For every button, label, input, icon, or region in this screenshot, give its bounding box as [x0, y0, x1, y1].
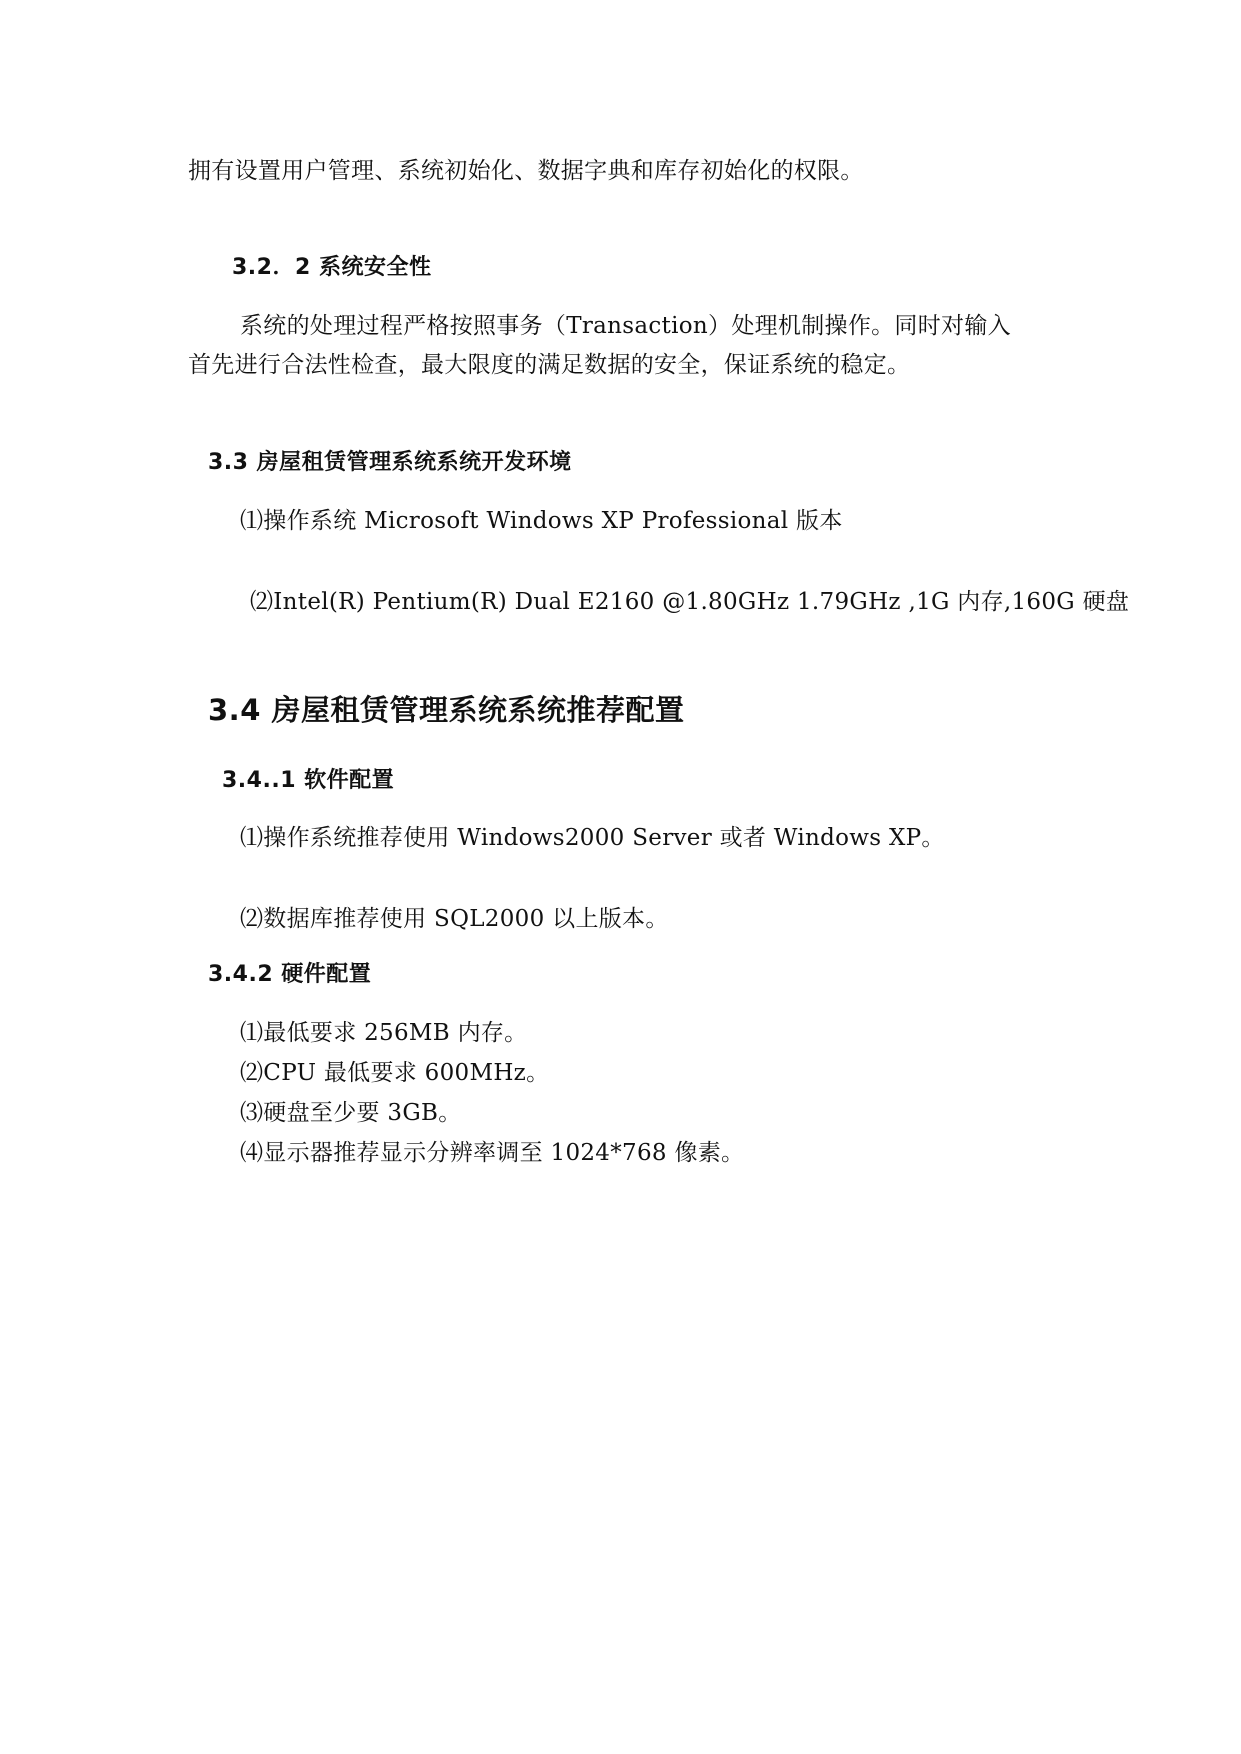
hardware-item: ⑷显示器推荐显示分辨率调至 1024*768 像素。 [240, 1140, 745, 1166]
subsection-heading-software: 3.4..1 软件配置 [222, 768, 395, 793]
security-paragraph-line-2: 首先进行合法性检查，最大限度的满足数据的安全，保证系统的稳定。 [188, 352, 911, 378]
section-heading-3-4: 3.4 房屋租赁管理系统系统推荐配置 [208, 693, 685, 727]
hardware-item: ⑶硬盘至少要 3GB。 [240, 1100, 462, 1126]
section-heading-3-3: 3.3 房屋租赁管理系统系统开发环境 [208, 450, 572, 475]
dev-env-item-2: ⑵Intel(R) Pentium(R) Dual E2160 @1.80GHz 1.79GHz ,1G 内存,160G 硬盘 [250, 589, 1130, 615]
section-heading-3-2-2: 3.2．2 系统安全性 [232, 255, 432, 280]
subsection-heading-hardware: 3.4.2 硬件配置 [208, 962, 372, 987]
software-item-2: ⑵数据库推荐使用 SQL2000 以上版本。 [240, 906, 669, 932]
hardware-item: ⑵CPU 最低要求 600MHz。 [240, 1060, 550, 1086]
security-paragraph-line-1: 系统的处理过程严格按照事务（Transaction）处理机制操作。同时对输入 [240, 313, 1011, 339]
intro-paragraph: 拥有设置用户管理、系统初始化、数据字典和库存初始化的权限。 [188, 158, 864, 184]
hardware-item: ⑴最低要求 256MB 内存。 [240, 1020, 528, 1046]
dev-env-item-1: ⑴操作系统 Microsoft Windows XP Professional 版本 [240, 508, 843, 534]
software-item-1: ⑴操作系统推荐使用 Windows2000 Server 或者 Windows XP。 [240, 825, 945, 851]
